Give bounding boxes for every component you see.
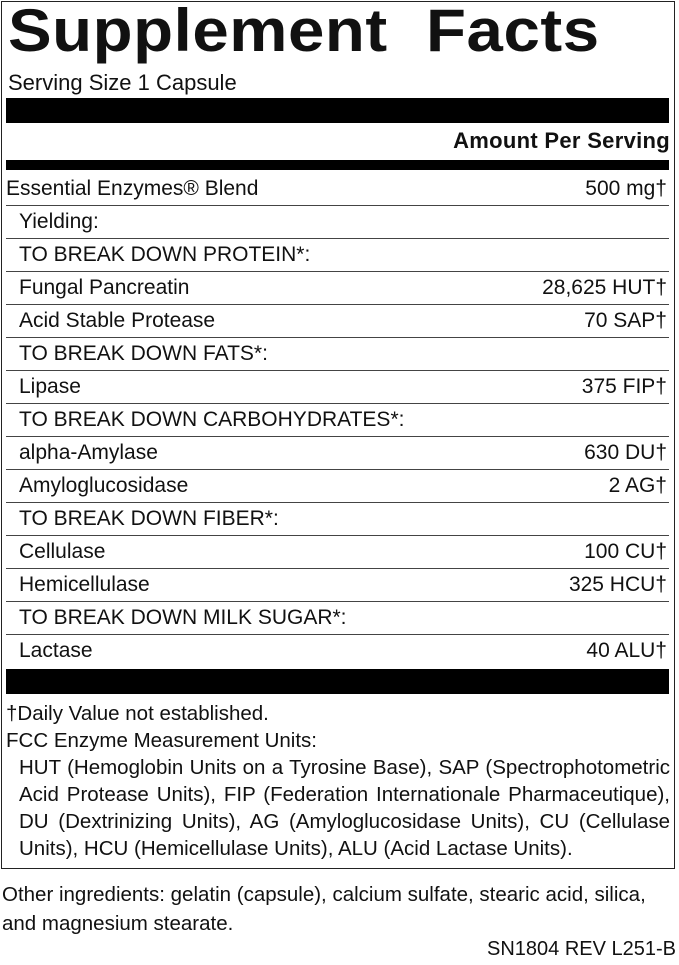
footnotes [6, 700, 670, 862]
ingredient-amount: 40 ALU† [586, 639, 667, 662]
ingredient-amount: 70 SAP† [584, 309, 667, 332]
table-row [6, 503, 669, 536]
ingredient-amount: 100 CU† [584, 540, 667, 563]
ingredient-amount: 630 DU† [584, 441, 667, 464]
table-row [6, 206, 669, 239]
table-row [6, 470, 669, 503]
serving-size: Serving Size 1 Capsule [8, 70, 237, 95]
table-row [6, 338, 669, 371]
table-row [6, 272, 669, 305]
panel-title: Supplement Facts [8, 0, 600, 64]
thick-divider-bottom [6, 669, 669, 694]
ingredient-name: Lipase [19, 375, 81, 398]
other-ingredients: Other ingredients: gelatin (capsule), calcium sulfate, stearic acid, silica, and magnesium stearate. [2, 883, 646, 935]
ingredient-amount: 375 FIP† [581, 375, 667, 398]
table-row [6, 404, 669, 437]
ingredient-name: Essential Enzymes® Blend [6, 177, 259, 200]
units-heading: FCC Enzyme Measurement Units: [6, 729, 318, 752]
ingredient-name: Lactase [19, 639, 93, 662]
ingredient-name: Yielding: [19, 210, 99, 233]
table-row [6, 437, 669, 470]
ingredient-name: TO BREAK DOWN FIBER*: [19, 507, 279, 530]
ingredient-name: alpha-Amylase [19, 441, 158, 464]
amount-per-serving-header: Amount Per Serving [453, 128, 670, 153]
ingredient-name: TO BREAK DOWN MILK SUGAR*: [19, 606, 347, 629]
ingredient-name: TO BREAK DOWN PROTEIN*: [19, 243, 311, 266]
table-row [6, 635, 669, 668]
ingredient-amount: 325 HCU† [568, 573, 667, 596]
units-definitions: HUT (Hemoglobin Units on a Tyrosine Base), SAP (Spectrophotometric Acid Protease Units), FIP (Federation Internationale Pharmaceutique), DU (Dextrinizing Units), AG (Amyloglucosidase Units), CU (Cellulase Units), HCU (Hemicellulase Units), ALU (Acid Lactase Units). [19, 756, 670, 860]
table-row [6, 602, 669, 635]
daily-value-note: †Daily Value not established. [6, 702, 269, 725]
ingredient-name: Hemicellulase [19, 573, 150, 596]
table-row [6, 371, 669, 404]
thick-divider-middle [6, 160, 669, 170]
table-row [6, 569, 669, 602]
ingredient-name: Acid Stable Protease [19, 309, 216, 332]
nutrient-table [6, 173, 669, 668]
ingredient-amount: 2 AG† [608, 474, 667, 497]
ingredient-amount: 28,625 HUT† [542, 276, 667, 299]
table-row [6, 173, 669, 206]
ingredient-name: Fungal Pancreatin [19, 276, 190, 299]
ingredient-name: Cellulase [19, 540, 106, 563]
ingredient-name: TO BREAK DOWN FATS*: [19, 342, 268, 365]
table-row [6, 536, 669, 569]
ingredient-name: Amyloglucosidase [19, 474, 189, 497]
ingredient-amount: 500 mg† [585, 177, 667, 200]
table-row [6, 239, 669, 272]
table-row [6, 305, 669, 338]
thick-divider-top [6, 98, 669, 123]
ingredient-name: TO BREAK DOWN CARBOHYDRATES*: [19, 408, 405, 431]
product-code: SN1804 REV L251-B [486, 938, 676, 960]
